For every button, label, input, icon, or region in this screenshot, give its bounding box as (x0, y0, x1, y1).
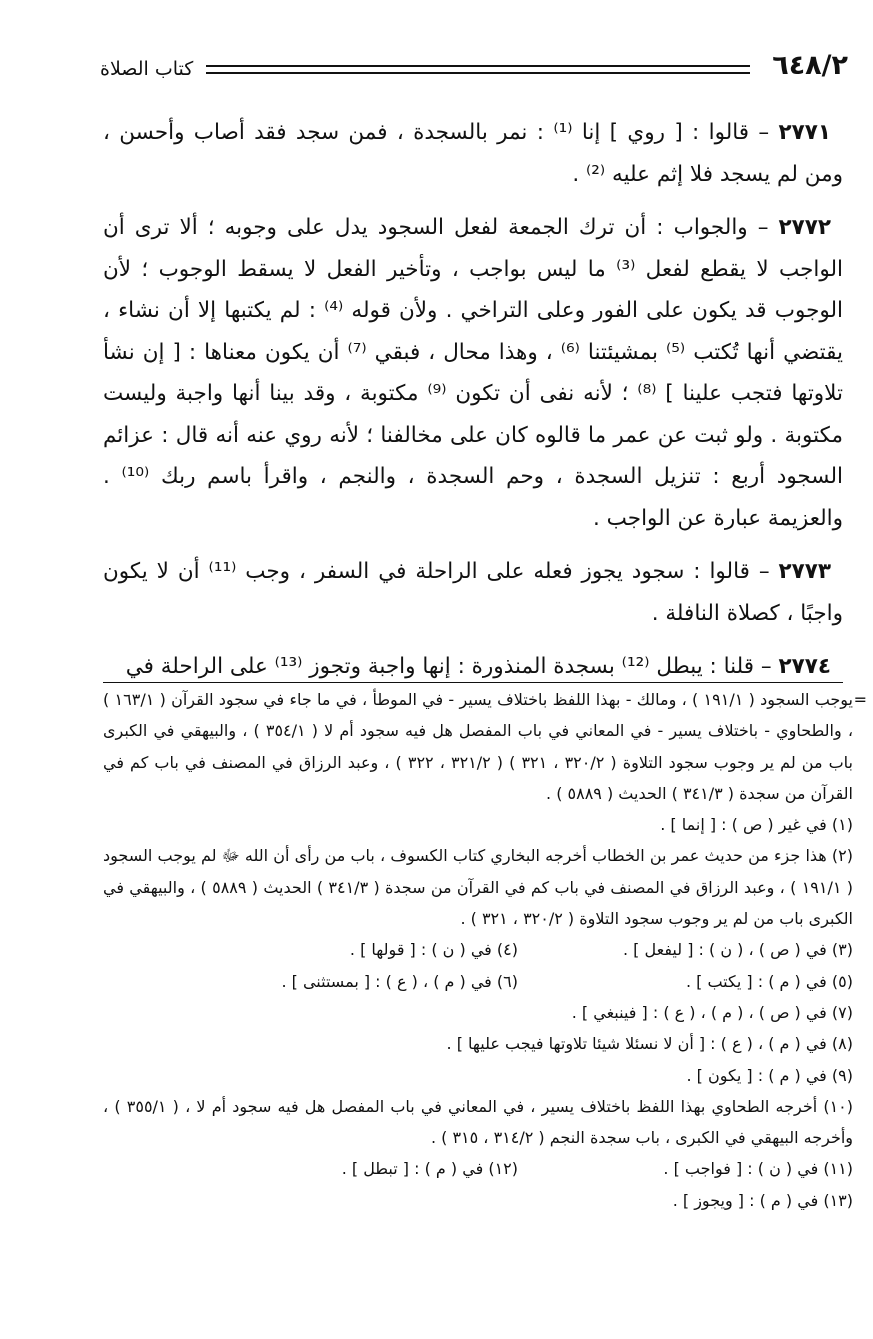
paragraph-text: – والجواب : أن ترك الجمعة لفعل السجود يدل على وجوبه ؛ ألا ترى أن الواجب لا يقطع لفعل ⁽³⁾ ما ليس بواجب ، وتأخير الفعل لا يسقط الوجوب ؛ لأن الوجوب قد يكون على الفور وعلى التراخي . ولأن قوله ⁽⁴⁾ : لم يكتبها إلا أن نشاء ، يقتضي أنها تُكتب ⁽⁵⁾ بمشيئتنا ⁽⁶⁾ ، وهذا محال ، فبقي ⁽⁷⁾ أن يكون معناها : [ إن نشأ تلاوتها فتجب علينا ] ⁽⁸⁾ ؛ لأنه نفى أن تكون ⁽⁹⁾ مكتوبة ، وقد بينا أنها واجبة وليست مكتوبة . ولو ثبت عن عمر ما قالوه كان على مخالفنا ؛ لأنه روي عنه أنه قال : عزائم السجود أربع : تنزيل السجدة ، وحم السجدة ، والنجم ، واقرأ باسم ربك ⁽¹⁰⁾ . والعزيمة عبارة عن الواجب . (103, 215, 844, 531)
paragraph-text: – قالوا : [ روي ] إنا ⁽¹⁾ : نمر بالسجدة ، فمن سجد فقد أصاب وأحسن ، ومن لم يسجد فلا إثم عليه ⁽²⁾ . (103, 120, 843, 187)
paragraph-number: ٢٧٧٢ (778, 215, 831, 240)
paragraph-2772 (103, 207, 843, 539)
running-title: كتاب الصلاة (100, 58, 194, 80)
footnote-row-3-4 (103, 934, 853, 965)
paragraph-2771 (103, 112, 843, 195)
footnotes (103, 684, 867, 1216)
paragraph-number: ٢٧٧١ (778, 120, 831, 145)
page-header (100, 50, 848, 90)
footnote-2: (٢) هذا جزء من حديث عمر بن الخطاب أخرجه البخاري كتاب الكسوف ، باب من رأى أن الله ﷻ لم يوجب السجود ( ١٩١/١ ) ، وعبد الرزاق في المصنف في باب كم في القرآن من سجدة ( ٣٤١/٣ ) الحديث ( ٥٨٨٩ ) ، والبيهقي في الكبرى باب من لم ير وجوب سجود التلاوة ( ٣٢٠/٢ ، ٣٢١ ) . (103, 846, 854, 929)
paragraph-text: – قالوا : سجود يجوز فعله على الراحلة في السفر ، وجب ⁽¹¹⁾ أن لا يكون واجبًا ، كصلاة النافلة . (103, 559, 843, 626)
footnote-continuation (103, 684, 867, 809)
footnote-text: يوجب السجود ( ١٩١/١ ) ، ومالك - بهذا اللفظ باختلاف يسير - في الموطأ ، في ما جاء في سجود القرآن ( ١٦٣/١ ) ، والطحاوي - باختلاف يسير - في المعاني في باب المفصل هل فيه سجود أم لا ( ٣٥٤/١ ) ، والبيهقي في الكبرى باب من لم ير وجوب سجود التلاوة ( ٣٢٠/٢ ، ٣٢١ ) ( ٣٢١/٢ ، ٣٢٢ ) ، وعبد الرزاق في المصنف في باب كم في القرآن من سجدة ( ٣٤١/٣ ) الحديث ( ٥٨٨٩ ) . (103, 690, 854, 803)
paragraph-number: ٢٧٧٤ (778, 654, 831, 679)
paragraph-number: ٢٧٧٣ (778, 559, 832, 584)
footnote-5: (٥) في ( م ) : [ يكتب ] . (685, 971, 853, 991)
footnote-separator (103, 682, 843, 683)
footnote-row-11-12 (103, 1153, 853, 1184)
footnote-7: (٧) في ( ص ) ، ( م ) ، ( ع ) : [ فينبغي ] . (571, 1002, 853, 1022)
footnote-3: (٣) في ( ص ) ، ( ن ) : [ ليفعل ] . (622, 940, 853, 960)
page-number: ٦٤٨/٢ (772, 50, 848, 81)
footnote-row-5-6 (103, 966, 853, 997)
paragraph-text: – قلنا : يبطل ⁽¹²⁾ بسجدة المنذورة : إنها واجبة وتجوز ⁽¹³⁾ على الراحلة في (125, 654, 779, 679)
footnote-8: (٨) في ( م ) ، ( ع ) : [ أن لا نسئلا شيئا تلاوتها فيجب عليها ] . (446, 1034, 853, 1054)
footnote-6: (٦) في ( م ) ، ( ع ) : [ بمستثنى ] . (281, 971, 518, 991)
footnote-13: (١٣) في ( م ) : [ ويجوز ] . (672, 1190, 853, 1210)
main-text (103, 112, 843, 700)
footnote-9: (٩) في ( م ) : [ يكون ] . (686, 1065, 853, 1085)
footnote-11: (١١) في ( ن ) : [ فواجب ] . (663, 1159, 853, 1179)
continuation-mark: = (853, 690, 867, 709)
footnote-4: (٤) في ( ن ) : [ قولها ] . (349, 940, 518, 960)
footnote-10: (١٠) أخرجه الطحاوي بهذا اللفظ باختلاف يسير ، في المعاني في باب المفصل هل فيه سجود أم لا ، ( ٣٥٥/١ ) ، وأخرجه البيهقي في الكبرى ، باب سجدة النجم ( ٣١٤/٢ ، ٣١٥ ) . (103, 1096, 854, 1148)
paragraph-2773 (103, 551, 843, 634)
footnote-1: (١) في غير ( ص ) : [ إنما ] . (660, 815, 853, 835)
footnote-12: (١٢) في ( م ) : [ تبطل ] . (341, 1159, 518, 1179)
header-double-rule (206, 65, 750, 74)
